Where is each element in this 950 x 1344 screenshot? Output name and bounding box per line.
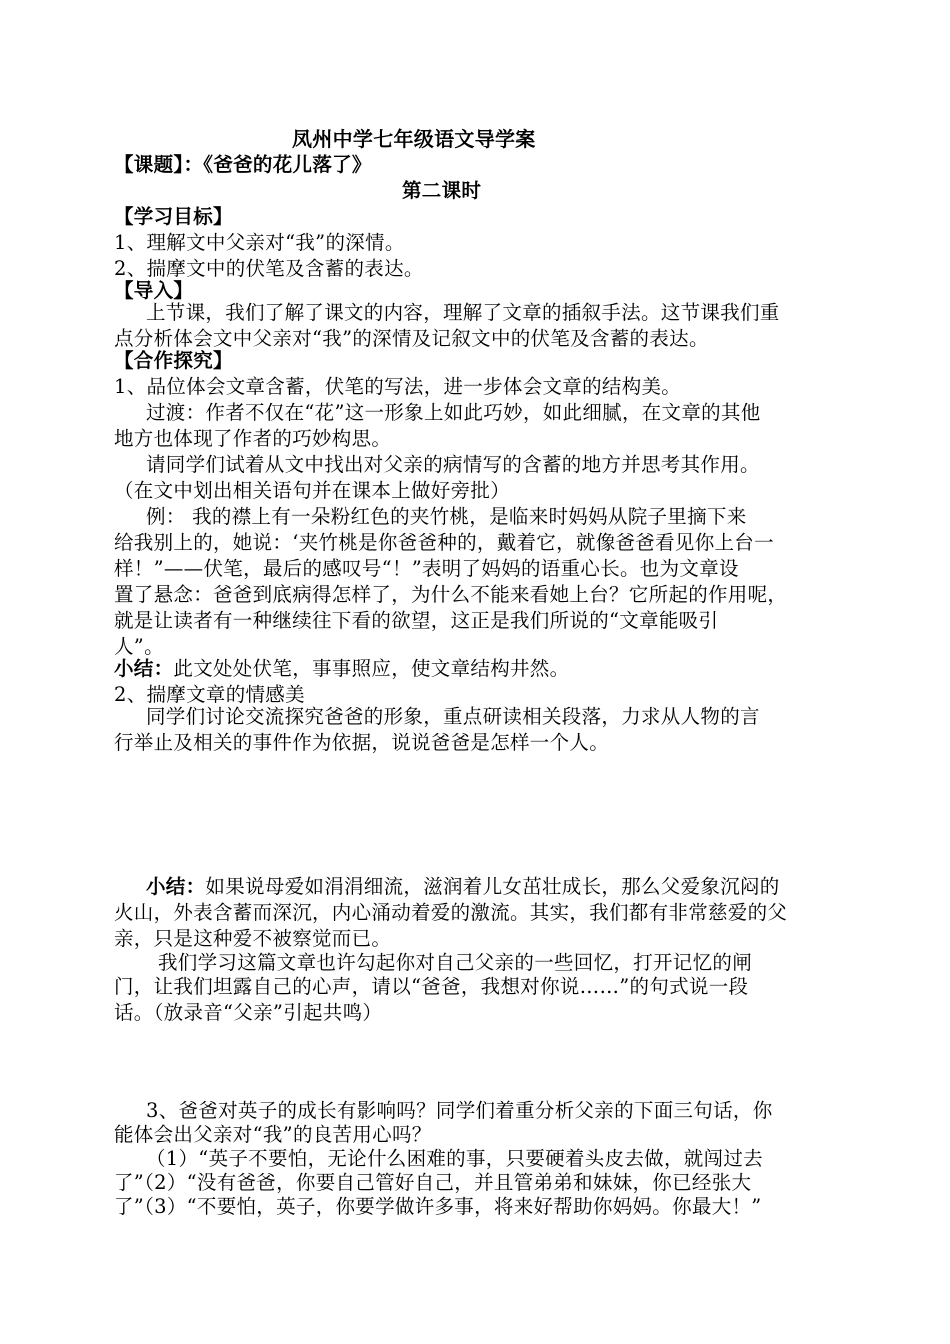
- reflect-line: 我们学习这篇文章也许勾起你对自己父亲的一些回忆，打开记忆的闸: [158, 951, 753, 974]
- transition-line: 过渡：作者不仅在“花”这一形象上如此巧妙，如此细腻，在文章的其他: [146, 401, 761, 424]
- summary-1: [114, 656, 854, 682]
- topic-title: 《爸爸的花儿落了》: [203, 153, 372, 176]
- page-title: 凤州中学七年级语文导学案: [292, 127, 536, 151]
- summary-text: 如果说母爱如涓涓细流，滋润着儿女茁壮成长，那么父爱象沉闷的: [205, 875, 780, 898]
- summary-2-first-line: [146, 874, 886, 900]
- goals-heading: 【学习目标】: [114, 205, 233, 228]
- item2-line: 同学们讨论交流探究爸爸的形象，重点研读相关段落，力求从人物的言: [146, 705, 760, 728]
- topic-label: 【课题】：: [114, 153, 204, 176]
- item2-line: 行举止及相关的事件作为依据，说说爸爸是怎样一个人。: [114, 731, 610, 754]
- explore-heading: 【合作探究】: [114, 349, 233, 372]
- summary-2-line: 火山，外表含蓄而深沉，内心涌动着爱的激流。其实，我们都有非常慈爱的父: [114, 901, 788, 924]
- example-line: 置了悬念：爸爸到底病得怎样了，为什么不能来看她上台？它所起的作用呢，: [114, 583, 788, 606]
- lesson-period: 第二课时: [402, 179, 482, 202]
- example-line: 就是让读者有一种继续往下看的欲望，这正是我们所说的“文章能吸引: [114, 609, 719, 632]
- topic-line: [114, 152, 854, 178]
- summary-text: 此文处处伏笔，事事照应，使文章结构井然。: [173, 657, 570, 680]
- item3-line: 能体会出父亲对“我”的良苦用心吗？: [114, 1123, 432, 1146]
- example-line: 样！”——伏笔，最后的感叹号“！”表明了妈妈的语重心长。也为文章设: [114, 557, 739, 580]
- transition-line: 地方也体现了作者的巧妙构思。: [114, 427, 392, 450]
- goal-item: 1、理解文中父亲对“我”的深情。: [114, 231, 405, 254]
- task-line: （在文中划出相关语句并在课本上做好旁批）: [114, 479, 511, 502]
- explore-item-2: 2、揣摩文章的情感美: [114, 683, 305, 706]
- explore-item-1: 1、品位体会文章含蓄，伏笔的写法，进一步体会文章的结构美。: [114, 375, 682, 398]
- intro-paragraph-line: 上节课，我们了解了课文的内容，理解了文章的插叙手法。这节课我们重: [146, 301, 780, 324]
- summary-label: 小结：: [146, 875, 206, 898]
- example-line: 例： 我的襟上有一朵粉红色的夹竹桃，是临来时妈妈从院子里摘下来: [146, 505, 747, 528]
- goal-item: 2、揣摩文中的伏笔及含蓄的表达。: [114, 257, 424, 280]
- intro-heading: 【导入】: [114, 279, 194, 302]
- summary-label: 小结：: [114, 657, 174, 680]
- quote-line: 了”（2）“没有爸爸，你要自己管好自己，并且管弟弟和妹妹，你已经张大: [114, 1171, 752, 1194]
- task-line: 请同学们试着从文中找出对父亲的病情写的含蓄的地方并思考其作用。: [146, 453, 760, 476]
- quote-line: （1）“英子不要怕，无论什么困难的事，只要硬着头皮去做，就闯过去: [146, 1147, 763, 1170]
- example-line: 给我别上的，她说：‘夹竹桃是你爸爸种的，戴着它，就像爸爸看见你上台一: [114, 531, 774, 554]
- reflect-line: 门，让我们坦露自己的心声，请以“爸爸，我想对你说……”的句式说一段: [114, 975, 749, 998]
- quote-line: 了”（3）“不要怕，英子，你要学做许多事，将来好帮助你妈妈。你最大！”: [114, 1195, 762, 1218]
- summary-2-line: 亲，只是这种爱不被察觉而已。: [114, 927, 392, 950]
- explore-item-3: 3、爸爸对英子的成长有影响吗？同学们着重分析父亲的下面三句话，你: [146, 1099, 773, 1122]
- reflect-line: 话。（放录音“父亲”引起共鸣）: [114, 1001, 383, 1024]
- intro-paragraph-line: 点分析体会文中父亲对“我”的深情及记叙文中的伏笔及含蓄的表达。: [114, 327, 709, 350]
- example-line: 人”。: [114, 635, 164, 658]
